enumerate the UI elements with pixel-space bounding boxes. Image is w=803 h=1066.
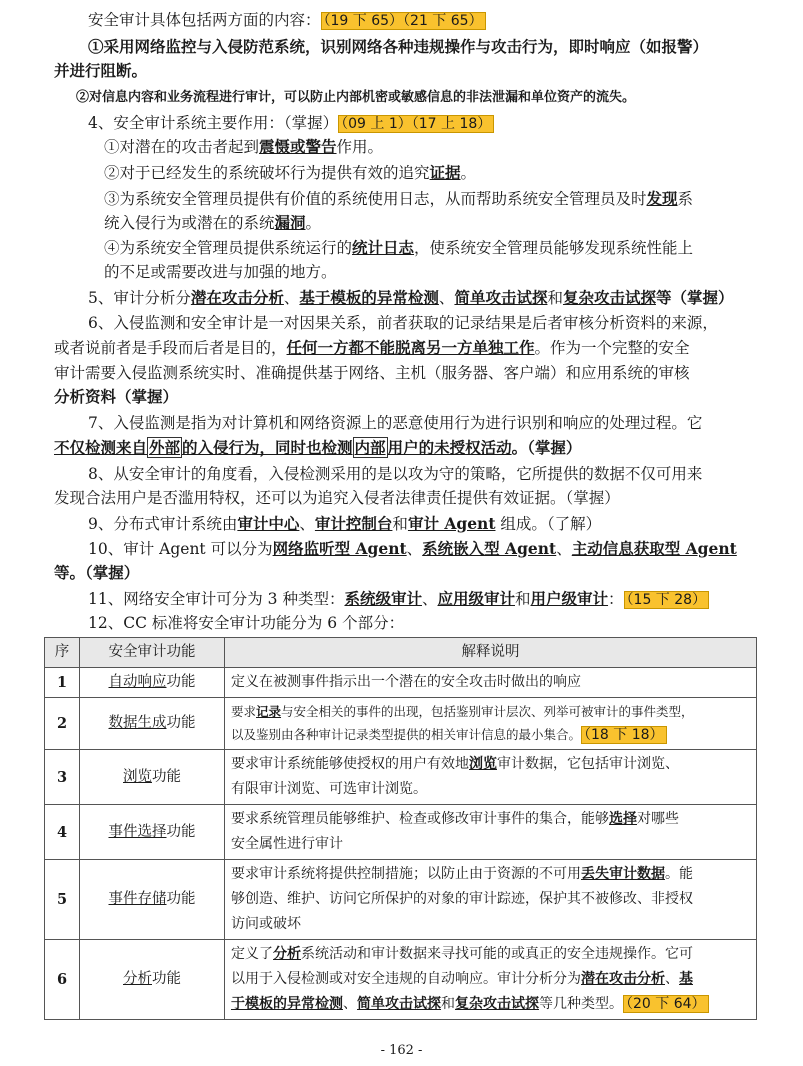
- text: 或者说前者是手段而后者是目的，: [54, 339, 287, 357]
- keyword: 主动信息获取型 Agent: [571, 539, 737, 558]
- keyword: 审计控制台: [314, 514, 393, 533]
- keyword: 数据生成: [108, 715, 167, 731]
- keyword: 基于模板的异常检测: [299, 288, 439, 307]
- line-item-2: ②对信息内容和业务流程进行审计，可以防止内部机密或敏感信息的非法泄漏和单位资产的流失。: [76, 90, 636, 105]
- text: 等（掌握）: [655, 288, 734, 307]
- keyword: 分析: [273, 946, 301, 962]
- keyword: 用户级审计: [530, 589, 609, 608]
- keyword: 浏览: [123, 768, 152, 785]
- line-section-9: [88, 512, 788, 536]
- text: ，使系统安全管理员能够发现系统性能上: [414, 239, 694, 257]
- text: 、: [665, 971, 679, 987]
- keyword: 统计日志: [352, 238, 415, 257]
- row-description: [225, 940, 757, 1020]
- text: 要求: [231, 704, 257, 719]
- row-no: 5: [45, 860, 80, 940]
- keyword: 简单攻击试探: [454, 288, 548, 307]
- text: 以及鉴别由各种审计记录类型提供的相关审计信息的最小集合。: [231, 727, 582, 742]
- keyword: 震慑或警告: [259, 137, 337, 156]
- text: ：: [608, 590, 624, 608]
- text: ②对于已经发生的系统破坏行为提供有效的追究: [104, 164, 430, 182]
- keyword-boxed: 外部: [149, 438, 181, 457]
- text: ①对潜在的攻击者起到: [104, 138, 260, 156]
- text: 4、安全审计系统主要作用：（掌握）: [88, 114, 339, 132]
- text: 定义了: [231, 946, 273, 962]
- line-role-2: [104, 161, 803, 185]
- text: 、: [406, 540, 423, 558]
- keyword: 审计中心: [237, 514, 300, 533]
- line-role-4: [104, 236, 803, 260]
- line-section-10-cont: 等。（掌握）: [54, 563, 140, 582]
- keyword: 简单攻击试探: [357, 996, 441, 1012]
- text: 9、分布式审计系统由: [88, 515, 238, 533]
- line-section-10: [88, 537, 788, 561]
- text: 对哪些: [637, 811, 679, 827]
- keyword: 证据: [429, 163, 461, 182]
- keyword: 事件选择: [108, 823, 167, 840]
- row-function: [80, 668, 225, 698]
- line-section-11: [88, 587, 788, 612]
- table-row: [45, 805, 757, 860]
- text: 组成。（了解）: [495, 515, 602, 533]
- row-no: 1: [45, 668, 80, 698]
- text: 功能: [166, 674, 196, 690]
- text: 。能: [665, 866, 693, 882]
- text: 系: [677, 190, 694, 208]
- text: 审计数据，它包括审计浏览、: [497, 756, 679, 772]
- text: 、: [343, 996, 357, 1012]
- cc-audit-function-table: [44, 637, 757, 1020]
- keyword: 自动响应: [108, 674, 167, 690]
- exam-tag: （20 下 64）: [623, 995, 709, 1013]
- text: 和: [547, 289, 563, 307]
- keyword: 选择: [609, 811, 637, 827]
- keyword: 任何一方都不能脱离另一方单独工作: [286, 338, 535, 357]
- line-role-4-cont: 的不足或需要改进与加强的地方。: [104, 263, 337, 281]
- page-number: - 162 -: [380, 1043, 423, 1058]
- row-description: 定义在被测事件指示出一个潜在的安全攻击时做出的响应: [225, 668, 757, 698]
- line-item-1-cont: 并进行阻断。: [54, 61, 148, 80]
- text: 有限审计浏览、可选审计浏览。: [231, 781, 427, 797]
- line-section-6-cont2: 审计需要入侵监测系统实时、准确提供基于网络、主机（服务器、客户端）和应用系统的审核: [54, 364, 690, 382]
- text: 安全属性进行审计: [231, 836, 343, 852]
- exam-tag: （09 上 1）（17 上 18）: [338, 115, 494, 133]
- text: 5、审计分析分: [88, 289, 191, 307]
- keyword: 复杂攻击试探: [562, 288, 656, 307]
- exam-tag: （19 下 65）（21 下 65）: [321, 12, 486, 30]
- text: 系统活动和审计数据来寻找可能的或真正的安全违规操作。它可: [301, 946, 693, 962]
- text: 功能: [152, 971, 181, 987]
- row-function: [80, 805, 225, 860]
- keyword: 分析: [123, 971, 152, 987]
- keyword: 基: [679, 971, 693, 987]
- keyword: 事件存储: [108, 891, 167, 907]
- text: 等几种类型。: [539, 996, 623, 1012]
- table-row: [45, 750, 757, 805]
- text: 。（掌握）: [511, 438, 582, 457]
- text: 以用于入侵检测或对安全违规的自动响应。审计分析分为: [231, 971, 581, 987]
- text: 作用。: [336, 138, 384, 156]
- text: 11、网络安全审计可分为 3 种类型：: [88, 590, 345, 608]
- keyword: 系统级审计: [344, 589, 422, 608]
- keyword: 记录: [256, 704, 282, 719]
- keyword-boxed: 内部: [354, 438, 386, 457]
- table-row: [45, 698, 757, 750]
- text: ④为系统安全管理员提供系统运行的: [104, 239, 353, 257]
- row-description: [225, 805, 757, 860]
- keyword: 发现: [646, 189, 678, 208]
- text: ③为系统安全管理员提供有价值的系统使用日志，从而帮助系统安全管理员及时: [104, 190, 647, 208]
- line-section-7-cont: [54, 436, 754, 460]
- line-section-5: [88, 286, 788, 310]
- text: 与安全相关的事件的出现，包括鉴别审计层次、列举可被审计的事件类型，: [281, 704, 694, 719]
- line-section-7: 7、入侵监测是指为对计算机和网络资源上的恶意使用行为进行识别和响应的处理过程。它: [88, 414, 703, 432]
- text: 10、审计 Agent 可以分为: [88, 540, 273, 558]
- text: 要求审计系统将提供控制措施；以防止由于资源的不可用: [231, 866, 581, 882]
- row-description: [225, 698, 757, 750]
- line-section-6: 6、入侵监测和安全审计是一对因果关系，前者获取的记录结果是后者审核分析资料的来源，: [88, 314, 718, 332]
- keyword: 丢失审计数据: [581, 866, 665, 882]
- header-function: 安全审计功能: [80, 638, 225, 668]
- row-description: [225, 860, 757, 940]
- line-section-12: 12、CC 标准将安全审计功能分为 6 个部分：: [88, 614, 405, 632]
- table-row: [45, 860, 757, 940]
- line-section-4: [88, 111, 788, 136]
- text: 功能: [166, 715, 196, 731]
- line-section-6-cont1: [54, 336, 754, 360]
- keyword: 系统嵌入型 Agent: [422, 539, 557, 558]
- row-function: [80, 698, 225, 750]
- text: 。: [305, 214, 322, 232]
- header-no: 序: [45, 638, 80, 668]
- text: 、: [438, 289, 455, 307]
- line-role-3: [104, 187, 803, 211]
- table-row: [45, 668, 757, 698]
- keyword: 不仅检测来自: [54, 438, 148, 457]
- row-no: 4: [45, 805, 80, 860]
- line-audit-content: [88, 8, 788, 33]
- row-description: [225, 750, 757, 805]
- table-header-row: [45, 638, 757, 668]
- table-row: [45, 940, 757, 1020]
- text: 、: [421, 590, 438, 608]
- keyword: 潜在攻击分析: [190, 288, 284, 307]
- header-description: 解释说明: [225, 638, 757, 668]
- text: 。: [460, 164, 477, 182]
- keyword: 应用级审计: [437, 589, 515, 608]
- exam-tag: （18 下 18）: [581, 726, 667, 744]
- exam-tag: （15 下 28）: [624, 591, 710, 609]
- keyword: 的入侵行为，同时也检测: [182, 438, 353, 457]
- text: 、: [299, 515, 315, 533]
- keyword: 潜在攻击分析: [581, 971, 665, 987]
- keyword: 用户的未授权活动: [387, 438, 512, 457]
- line-section-8: 8、从安全审计的角度看，入侵检测采用的是以攻为守的策略，它所提供的数据不仅可用来: [88, 465, 703, 483]
- keyword: 浏览: [469, 756, 497, 772]
- row-function: [80, 940, 225, 1020]
- row-function: [80, 860, 225, 940]
- text: 。作为一个完整的安全: [534, 339, 690, 357]
- row-function: [80, 750, 225, 805]
- text: 和: [392, 515, 408, 533]
- keyword: 于模板的异常检测: [231, 996, 343, 1012]
- line-role-1: [104, 135, 803, 159]
- line-section-6-cont3: 分析资料（掌握）: [54, 387, 179, 406]
- keyword: 漏洞: [274, 213, 306, 232]
- line-item-1: ①采用网络监控与入侵防范系统，识别网络各种违规操作与攻击行为，即时响应（如报警）: [88, 37, 709, 56]
- keyword: 网络监听型 Agent: [272, 539, 407, 558]
- text: 功能: [166, 891, 196, 907]
- text: 访问或破坏: [231, 916, 301, 932]
- keyword: 审计 Agent: [407, 514, 496, 533]
- text: 要求审计系统能够使授权的用户有效地: [231, 756, 469, 772]
- text: 要求系统管理员能够维护、检查或修改审计事件的集合，能够: [231, 811, 609, 827]
- text: 、: [283, 289, 300, 307]
- line-role-3-cont: [104, 211, 803, 235]
- keyword: 复杂攻击试探: [455, 996, 539, 1012]
- text: 和: [515, 590, 531, 608]
- text: 、: [556, 540, 572, 558]
- text: 够创造、维护、访问它所保护的对象的审计踪迹，保护其不被修改、非授权: [231, 891, 693, 907]
- text: 统入侵行为或潜在的系统: [104, 214, 275, 232]
- text: 安全审计具体包括两方面的内容：: [88, 11, 321, 29]
- text: 和: [441, 996, 455, 1012]
- row-no: 2: [45, 698, 80, 750]
- line-section-8-cont: 发现合法用户是否滥用特权，还可以为追究入侵者法律责任提供有效证据。（掌握）: [54, 489, 620, 507]
- row-no: 6: [45, 940, 80, 1020]
- text: 功能: [152, 768, 181, 785]
- row-no: 3: [45, 750, 80, 805]
- text: 功能: [166, 823, 196, 840]
